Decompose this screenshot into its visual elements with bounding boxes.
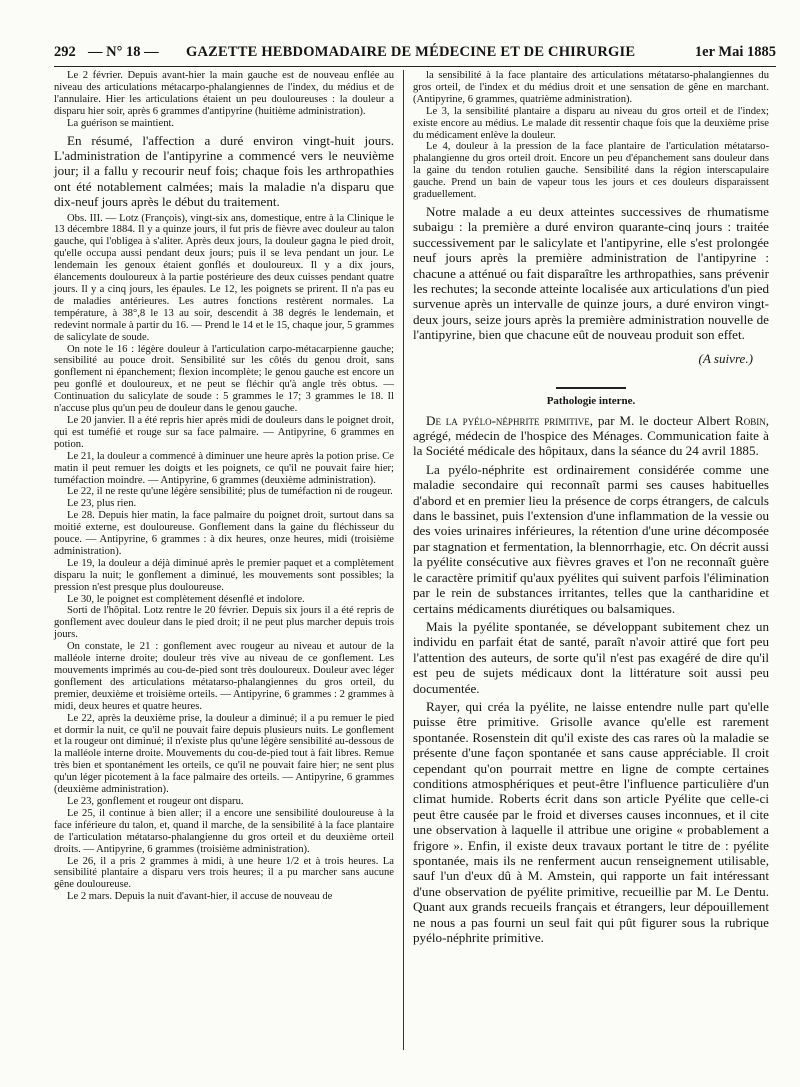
paragraph: Le 23, plus rien. [67, 498, 137, 510]
paragraph: Le 2 février. Depuis avant-hier la main gauche est de nouveau enflée au niveau des articulations métacarpo-phalangiennes de l'index, du médius et de l'annulaire. Hier les articulations étaient un peu douloureuses : la douleur a disparu hier soir, après 6 grammes d'antipyrine (huitième administration). [54, 70, 394, 117]
section-separator [556, 387, 626, 389]
summary-paragraph: En résumé, l'affection a duré environ vingt-huit jours. L'administration de l'antipyrine a commencé vers le neuvième jour; il a fallu y recourir neuf fois; chaque fois les arthropathies ont été notablement calmées; mais la maladie n'a disparu que dix-neuf jours après le début du traitement. [54, 132, 394, 210]
paragraph: Le 19, la douleur a déjà diminué après le premier paquet et a complètement disparu la nuit; le gonflement a diminué, les mouvements sont possibles; la pression n'est presque plus douloureuse. [54, 557, 394, 593]
paragraph: Rayer, qui créa la pyélite, ne laisse entendre nulle part qu'elle puisse être primitive. Grisolle avance qu'elle est rarement spontanée. Rosenstein dit qu'il existe des cas rares où la maladie se présente d'une façon spontanée et sans cause appréciable. Il croit cependant qu'on pourrait mettre en ligne de compte certaines conditions atmosphériques et peut-être l'influence particulière d'un climat humide. Roberts écrit dans son article Pyélite que celle-ci peut être causée par le froid et diverses causes inconnues, et il cite une observation à laquelle il attribue une origine « probablement a frigore ». Enfin, il existe deux travaux portant le titre de : pyélite spontanée, mais ils ne renferment aucun renseignement utilisable, sauf l'un d'eux dû à M. Amstein, qui rapporte un fait intéressant d'une observation de pyélite primitive, recueillie par M. Le Dentu. Quant aux grands recueils français et étrangers, leur dépouillement ne nous a pas fourni un seul fait qui pût figurer sous la rubrique pyélo-néphrite primitive. [413, 698, 769, 946]
article-title-by: , par M. le docteur Albert [589, 412, 735, 428]
paragraph: Le 25, il continue à bien aller; il a encore une sensibilité douloureuse à la face inférieure du talon, et, quand il marche, de la sensibilité à la face plantaire de l'articulation métatarso-phalangienne du gros orteil et du deuxième orteil droits. — Antipyrine, 6 grammes (troisième administration). [54, 807, 394, 855]
paragraph: Le 23, gonflement et rougeur ont disparu. [67, 795, 244, 807]
page-number: 292 [54, 44, 76, 60]
paragraph: Le 21, la douleur a commencé à diminuer une heure après la potion prise. Ce matin il peut remuer les doigts et les poignets, ce qu'il ne pouvait faire hier; tuméfaction moindre. — Antipyrine, 6 grammes (deuxième administration). [54, 450, 394, 486]
issue-date: 1er Mai 1885 [694, 44, 776, 60]
issue-number: — N° 18 — [88, 44, 159, 60]
paragraph: Mais la pyélite spontanée, se développant subitement chez un individu en parfait état de santé, paraît n'avoir attiré que fort peu l'attention des auteurs, de sorte qu'il n'est pas exagéré de dire qu'il est peu de sujets médicaux dont la littérature soit aussi peu documentée. [413, 618, 769, 696]
paragraph: Le 3, la sensibilité plantaire a disparu au niveau du gros orteil et de l'index; existe encore au médius. Le malade dit ressentir chaque fois que la deuxième prise du médicament enlève la douleur. [413, 105, 769, 141]
paragraph: Le 28. Depuis hier matin, la face palmaire du poignet droit, surtout dans sa moitié externe, est douloureuse. Gonflement dans la gaine du fléchisseur du pouce. — Antipyrine, 6 grammes : à dix heures, onze heures, midi (troisième administration). [54, 510, 394, 557]
paragraph: Le 22, il ne reste qu'une légère sensibilité; plus de tuméfaction ni de rougeur. [67, 486, 393, 498]
summary-paragraph: Notre malade a eu deux atteintes successives de rhumatisme subaigu : la première a duré environ quarante-cinq jours : traitée successivement par le salicylate et l'antipyrine, elle s'est prolongée neuf jours après la première administration de l'antipyrine : chacune a atténué ou fait disparaître les arthropathies, sans prévenir les rechutes; la seconde atteinte localisée aux articulations d'un pied survenue après un intervalle de quinze jours, a duré environ vingt-deux jours, seize jours après la première administration nouvelle de l'antipyrine, bien que chacune eût de nouveau produit son effet. [413, 203, 769, 343]
article-title-lead: De la pyélo-néphrite primitive [426, 412, 590, 428]
paragraph: Sorti de l'hôpital. Lotz rentre le 20 février. Depuis six jours il a été repris de gonflement avec douleur dans le pied droit; il ne peut plus marcher depuis trois jours. [54, 605, 394, 641]
paragraph: Le 30, le poignet est complètement désenflé et indolore. [67, 593, 305, 605]
article-author: Robin [734, 412, 766, 428]
journal-title: GAZETTE HEBDOMADAIRE DE MÉDECINE ET DE CHIRURGIE [186, 44, 636, 60]
observation-paragraph: Obs. III. — Lotz (François), vingt-six ans, domestique, entre à la Clinique le 13 décembre 1884. Il y a quinze jours, il fut pris de fièvre avec douleur au talon gauche, qui l'obligea à s'aliter. Après deux jours, la douleur gagna le pied droit, qu'elle occupa aussi pendant deux jours; puis il se leva pendant un jour. Le lendemain les genoux étaient gonflés et douloureux. Il y a dix jours, élancements douloureux à la partie postérieure des deux cuisses pendant quatre jours. Il y a cinq jours, les épaules. Le 12, les poignets se prirent. Il n'a pas eu de maladies antérieures. Les autres fonctions restèrent normales. La température, à 38°,8 le 13 au soir, descendit à 38 degrés le lendemain, et redevint normale à partir du 16. — Prend le 14 et le 15, chaque jour, 5 grammes de salicylate de soude. [54, 212, 394, 343]
running-header [54, 44, 776, 64]
paragraph: Le 22, après la deuxième prise, la douleur a diminué; il a pu remuer le pied et dormir la nuit, ce qu'il ne pouvait faire depuis plusieurs nuits. Le gonflement et la rougeur ont diminué; il n'existe plus qu'une légère sensibilité au-dessous de la malléole interne droite. Mouvements du cou-de-pied tout à fait libres. Remue très bien et spontanément les orteils, ce qu'il ne pouvait faire hier; ne sent plus qu'un léger picotement à la face palmaire des orteils. — Antipyrine, 6 grammes (deuxième administration). [54, 712, 394, 796]
paragraph: On constate, le 21 : gonflement avec rougeur au niveau et autour de la malléole interne droite; douleur très vive au niveau de ce gonflement. Les mouvements imprimés au cou-de-pied sont très douloureux. Douleur avec léger gonflement des articulations métatarso-phalangiennes du gros orteil, du premier, deuxième et troisième orteils. — Antipyrine, 6 grammes : 2 grammes à midi, deux heures et quatre heures. [54, 641, 394, 712]
article-title [413, 413, 769, 459]
paragraph: Le 20 janvier. Il a été repris hier après midi de douleurs dans le poignet droit, qui est tuméfié et rouge sur sa face palmaire. — Antipyrine, 6 grammes en potion. [54, 414, 394, 450]
column-divider [403, 70, 404, 1050]
left-column [54, 70, 394, 903]
paragraph: La guérison se maintient. [67, 117, 175, 129]
paragraph: Le 4, douleur à la pression de la face plantaire de l'articulation métatarso-phalangienne du gros orteil droit. Encore un peu d'épanchement sans douleur dans la gaine du tendon rotulien gauche. Sensibilité dans la région interscapulaire gauche. Prend un bain de vapeur tous les jours et ces douleurs disparaissent graduellement. [413, 141, 769, 201]
right-column [413, 70, 769, 948]
article-title-rest: , agrégé, médecin de l'hospice des Ménages. Communication faite à la Société médicale des hôpitaux, dans la séance du 24 avril 1885. [413, 412, 769, 459]
section-heading: Pathologie interne. [546, 394, 636, 407]
to-be-continued: (A suivre.) [698, 350, 753, 366]
paragraph: Le 2 mars. Depuis la nuit d'avant-hier, il accuse de nouveau de [67, 891, 333, 903]
header-rule [54, 66, 776, 67]
paragraph: Le 26, il a pris 2 grammes à midi, à une heure 1/2 et à trois heures. La sensibilité plantaire a disparu vers trois heures; il a pu marcher sans aucune gêne douloureuse. [54, 855, 394, 891]
paragraph: On note le 16 : légère douleur à l'articulation carpo-métacarpienne gauche; sensibilité au pouce droit. Sensibilité sur les côtés du genou droit, sans gonflement ni épanchement; flexion incomplète; le genou gauche est encore un peu gonflé et douloureux, et ne peut se fléchir qu'à angle très obtus. — Continuation du salicylate de soude : 5 grammes le 17; 3 grammes le 18. Il n'accuse plus qu'un peu de douleur dans le genou gauche. [54, 343, 394, 415]
paragraph: la sensibilité à la face plantaire des articulations métatarso-phalangiennes du gros orteil, de l'index et du médius droit et une sensation de gêne en marchant. (Antipyrine, 6 grammes, quatrième administration). [413, 70, 769, 105]
paragraph: La pyélo-néphrite est ordinairement considérée comme une maladie secondaire qui reconnaît parmi ses causes habituelles d'abord et en premier lieu la présence de corps étrangers, de calculs dans le bassinet, puis l'extension d'une inflammation de la vessie ou des voies urinaires inférieures, la rétention d'une urine décomposée par stagnation et fermentation, la blennorrhagie, etc. On décrit aussi la pyélite consécutive aux fièvres graves et l'on ne reconnaît guère le caractère primitif qu'aux pyélites qui suivent parfois l'élimination par le rein de substances irritantes, telles que la cantharidine et certains médicaments diurétiques ou balsamiques. [413, 461, 769, 616]
